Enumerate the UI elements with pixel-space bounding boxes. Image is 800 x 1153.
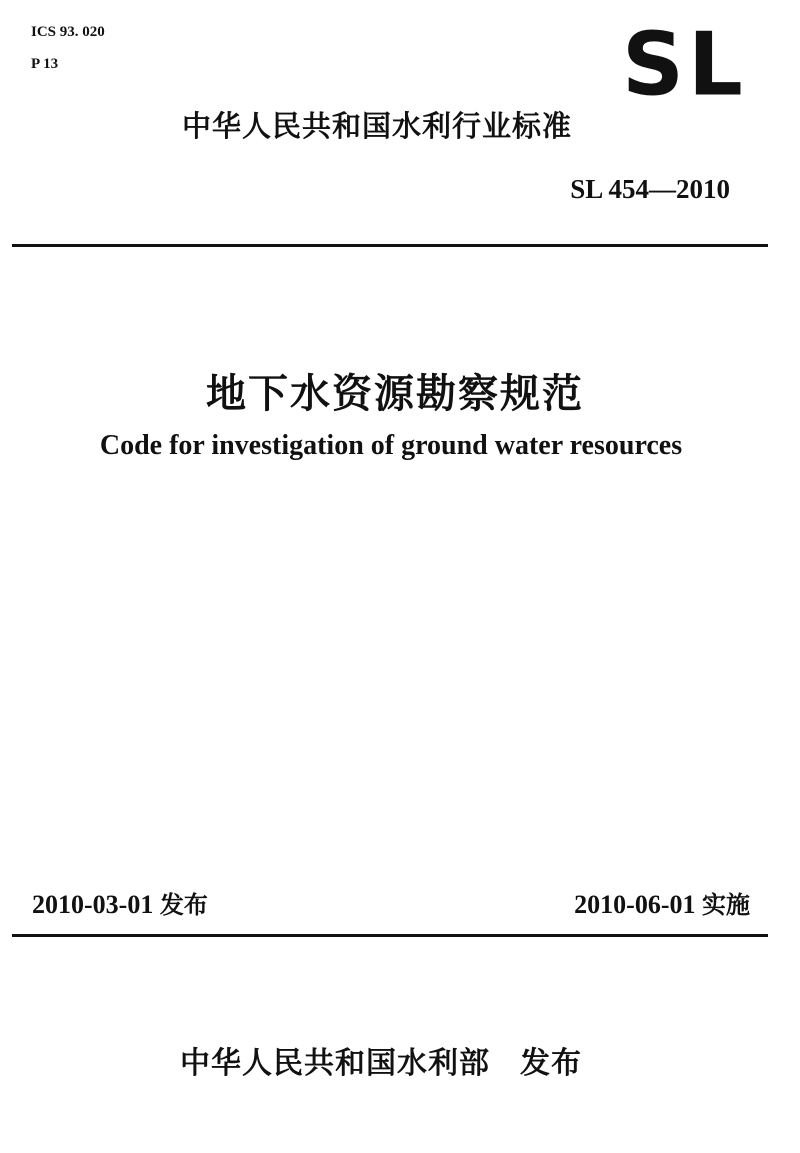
issue-date	[32, 885, 208, 920]
standard-code: SL 454—2010	[570, 174, 730, 204]
document-title-english: Code for investigation of ground water resources	[99, 430, 683, 461]
publisher	[180, 1038, 582, 1082]
implementation-date-label: 实施	[702, 891, 750, 919]
sl-logo: SL	[622, 13, 747, 116]
publisher-label: 发布	[520, 1046, 582, 1081]
industry-standard-heading: 中华人民共和国水利行业标准	[182, 109, 573, 143]
ics-code: ICS 93. 020	[31, 24, 105, 40]
issue-date-label: 发布	[159, 891, 208, 919]
implementation-date-value: 2010-06-01	[574, 890, 696, 919]
top-divider	[12, 244, 768, 247]
bottom-divider	[12, 934, 768, 937]
issue-date-value: 2010-03-01	[32, 890, 154, 919]
document-title-chinese: 地下水资源勘察规范	[206, 371, 584, 417]
implementation-date	[574, 885, 750, 920]
publisher-name: 中华人民共和国水利部	[180, 1046, 490, 1081]
p-classification: P 13	[31, 56, 59, 72]
